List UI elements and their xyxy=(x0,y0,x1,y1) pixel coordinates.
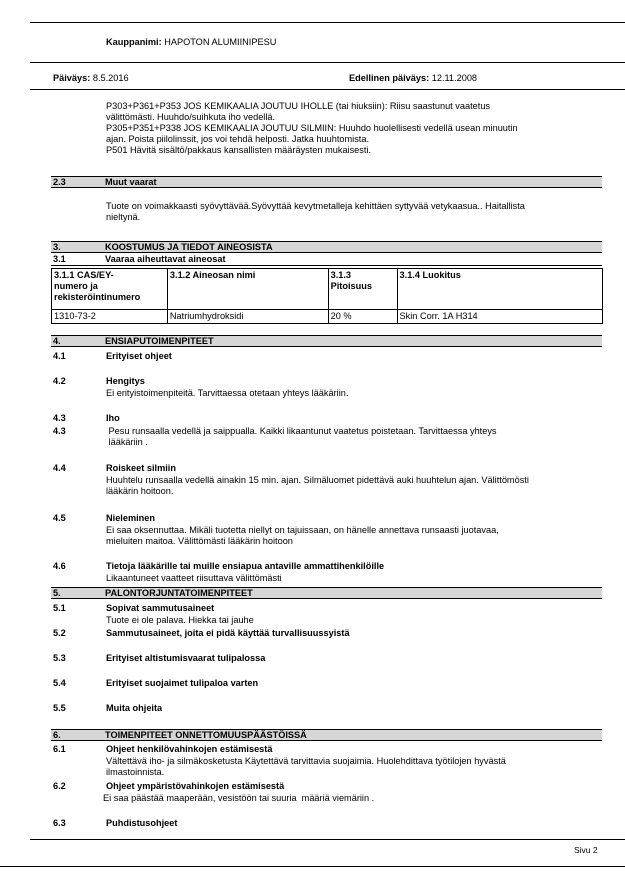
precaution-line: välittömästi. Huuhdo/suihkuta iho vedellä. xyxy=(106,112,276,122)
item-title: Puhdistusohjeet xyxy=(106,818,178,828)
precaution-line: ajan. Poista piilolinssit, jos voi tehdä helposti. Jatka huuhtomista. xyxy=(106,134,370,144)
item-number: 4.5 xyxy=(53,513,66,523)
item-number: 4.3 xyxy=(53,426,66,436)
section-title: PALONTORJUNTATOIMENPITEET xyxy=(105,588,253,598)
trade-name: HAPOTON ALUMIINIPESU xyxy=(164,37,277,47)
column-header-classification xyxy=(397,269,602,310)
header-line: Pitoisuus xyxy=(330,281,372,291)
section-number: 3. xyxy=(53,242,61,252)
item-title: Sopivat sammutusaineet xyxy=(106,603,215,613)
section-number: 4. xyxy=(53,336,61,346)
header-line: 3.1.2 Aineosan nimi xyxy=(169,270,256,280)
precaution-statements xyxy=(106,101,601,156)
section-title: ENSIAPUTOIMENPITEET xyxy=(105,336,214,346)
item-number: 6.2 xyxy=(53,781,66,791)
text-line: lääkärin hoitoon. xyxy=(106,486,174,496)
prev-date-label: Edellinen päiväys: xyxy=(349,73,430,83)
section-title: Muut vaarat xyxy=(105,177,157,187)
text-line: mieluiten maitoa. Välittömästi lääkärin hoitoon xyxy=(106,536,293,546)
text-line: ilmastoinnista. xyxy=(106,767,165,777)
header-line: 3.1.4 Luokitus xyxy=(399,270,461,280)
item-title: Roiskeet silmiin xyxy=(106,463,176,473)
section-5-header xyxy=(51,587,602,599)
item-title: Erityiset ohjeet xyxy=(106,351,172,361)
cell-classification: Skin Corr. 1A H314 xyxy=(397,310,602,324)
page-number: Sivu 2 xyxy=(574,845,598,855)
section-number: 6. xyxy=(53,730,61,740)
item-text xyxy=(106,756,596,778)
header-line: numero ja xyxy=(54,281,98,291)
item-title: Muita ohjeita xyxy=(106,703,163,713)
section-6-header xyxy=(51,729,602,741)
item-number: 4.2 xyxy=(53,376,66,386)
section-number: 5. xyxy=(53,588,61,598)
cell-cas: 1310-73-2 xyxy=(52,310,168,324)
item-number: 6.1 xyxy=(53,744,66,754)
precaution-line: P303+P361+P353 JOS KEMIKAALIA JOUTUU IHOLLE (tai hiuksiin): Riisu saastunut vaatetus xyxy=(106,101,491,111)
bottom-rule xyxy=(0,866,625,867)
text-line: nieltynä. xyxy=(106,212,141,222)
text-line: Huuhtelu runsaalla vedellä ainakin 15 min. ajan. Silmäluomet pidettävä auki huuhtelun ajan. Välittömösti xyxy=(106,475,529,485)
item-text xyxy=(106,475,596,497)
item-title: Iho xyxy=(106,413,120,423)
item-title: Hengitys xyxy=(106,376,145,386)
other-hazards-text xyxy=(106,201,596,223)
text-line: Ei saa oksennuttaa. Mikäli tuotetta niellyt on tajuissaan, on hänelle annettava runsaasti juotavaa, xyxy=(106,525,499,535)
column-header-cas xyxy=(52,269,168,310)
text-line: Vältettävä iho- ja silmäkosketusta Käytettävä tarvittavia suojaimia. Huolehdittava työtilojen hyvästä xyxy=(106,756,506,766)
section-3-header xyxy=(51,241,602,253)
top-rule xyxy=(30,22,625,23)
item-number: 5.2 xyxy=(53,628,66,638)
item-title: Nieleminen xyxy=(106,513,156,523)
item-title: Erityiset suojaimet tulipaloa varten xyxy=(106,678,259,688)
date-line xyxy=(53,73,129,84)
section-2-3-header xyxy=(51,176,602,188)
column-header-name xyxy=(167,269,328,310)
section-number: 2.3 xyxy=(53,177,66,187)
item-text xyxy=(106,525,596,547)
item-title: Erityiset altistumisvaarat tulipalossa xyxy=(106,653,266,663)
table-header-row xyxy=(52,269,603,310)
trade-name-line xyxy=(106,37,276,48)
section-title: KOOSTUMUS JA TIEDOT AINEOSISTA xyxy=(105,242,273,252)
item-text: Ei erityistoimenpiteitä. Tarvittaessa otetaan yhteys lääkäriin. xyxy=(106,388,349,398)
text-line: Pesu runsaalla vedellä ja saippualla. Kaikki likaantunut vaatetus poistetaan. Tarvittaessa yhteys xyxy=(106,426,497,436)
composition-table xyxy=(51,268,603,324)
header-line: 3.1.1 CAS/EY- xyxy=(54,270,114,280)
item-title: Tietoja lääkärille tai muille ensiapua antaville ammattihenkilöille xyxy=(106,561,385,571)
table-row xyxy=(52,310,603,324)
footer-rule xyxy=(30,839,625,840)
item-text: Likaantuneet vaatteet riisuttava välittömästi xyxy=(106,573,282,583)
date-label: Päiväys: xyxy=(53,73,91,83)
item-number: 4.4 xyxy=(53,463,66,473)
item-number: 5.3 xyxy=(53,653,66,663)
item-number: 5.1 xyxy=(53,603,66,613)
item-number: 4.1 xyxy=(53,351,66,361)
item-title: Ohjeet henkilövahinkojen estämisestä xyxy=(106,744,273,754)
header-rule-2 xyxy=(30,89,625,90)
item-number: 4.3 xyxy=(53,413,66,423)
trade-name-label: Kauppanimi: xyxy=(106,37,162,47)
section-3-1-header xyxy=(51,254,602,266)
subsection-title: Vaaraa aiheuttavat aineosat xyxy=(105,254,226,264)
item-number: 6.3 xyxy=(53,818,66,828)
precaution-line: P501 Hävitä sisältö/pakkaus kansallisten määräysten mukaisesti. xyxy=(106,145,372,155)
prev-date-value: 12.11.2008 xyxy=(431,73,478,83)
section-title: TOIMENPITEET ONNETTOMUUSPÄÄSTÖISSÄ xyxy=(105,730,307,740)
subsection-number: 3.1 xyxy=(53,254,66,264)
item-number: 4.6 xyxy=(53,561,66,571)
header-line: 3.1.3 xyxy=(330,270,352,280)
date-value: 8.5.2016 xyxy=(92,73,129,83)
cell-name: Natriumhydroksidi xyxy=(167,310,328,324)
item-number: 5.4 xyxy=(53,678,66,688)
text-line: Tuote on voimakkaasti syövyttävää.Syövyttää kevytmetalleja kehittäen syttyvää vetykaasua.. Haitallista xyxy=(106,201,525,211)
item-text: Ei saa päästää maaperään, vesistöön tai suuria määriä viemäriin . xyxy=(103,793,375,803)
item-text xyxy=(106,426,596,448)
header-line: rekisteröintinumero xyxy=(54,292,141,302)
item-text: Tuote ei ole palava. Hiekka tai jauhe xyxy=(106,615,254,625)
prev-date-line xyxy=(349,73,477,84)
header-rule xyxy=(30,62,625,63)
cell-concentration: 20 % xyxy=(328,310,397,324)
item-title: Ohjeet ympäristövahinkojen estämisestä xyxy=(106,781,285,791)
text-line: lääkäriin . xyxy=(106,437,148,447)
column-header-concentration xyxy=(328,269,397,310)
section-4-header xyxy=(51,335,602,347)
precaution-line: P305+P351+P338 JOS KEMIKAALIA JOUTUU SILMIIN: Huuhdo huolellisesti vedellä usean minuutin xyxy=(106,123,518,133)
item-title: Sammutusaineet, joita ei pidä käyttää turvallisuussyistä xyxy=(106,628,350,638)
item-number: 5.5 xyxy=(53,703,66,713)
